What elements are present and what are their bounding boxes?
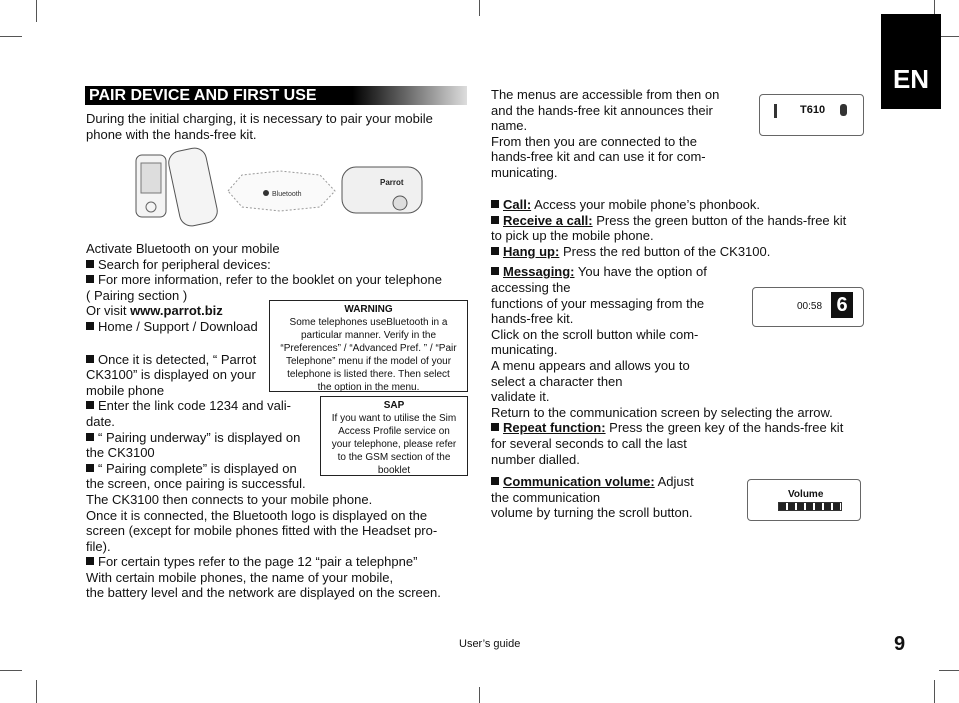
display-screen-messaging: 00:58 6: [752, 287, 864, 327]
crop-mark: [479, 687, 480, 703]
bullet-icon: [86, 260, 94, 268]
flip-phone-icon: [167, 146, 220, 228]
crop-mark: [36, 680, 37, 703]
crop-mark: [0, 36, 22, 37]
functions-text: Call: Access your mobile phone’s phonbook. Receive a call: Press the green button of the hands-free kit to pick up the mobile phone. Hang up: Press the red button of the CK3100. Messaging: You have the option of accessing the functions of your messaging from the hands-free kit. Click on the scroll button while com- municating. A menu appears and allows you to select a character then validate it. Return to the communication screen by selecting the arrow. Repeat function: Press the green key of the hands-free kit for several seconds to call the last number dialled. Communication volume: Adjust the communication volume by turning the scroll button.: [491, 197, 847, 521]
crop-mark: [939, 36, 959, 37]
bluetooth-icon: [840, 104, 847, 116]
sap-box: SAP If you want to utilise the Sim Access Profile service on your telephone, please refer to the GSM section of the booklet: [320, 396, 468, 476]
language-tab: EN: [881, 14, 941, 109]
volume-level-bar: [778, 502, 842, 511]
bullet-icon: [491, 423, 499, 431]
crop-mark: [934, 680, 935, 703]
bullet-icon: [491, 267, 499, 275]
page-number: 9: [894, 633, 906, 655]
bullet-icon: [86, 322, 94, 330]
bullet-icon: [86, 464, 94, 472]
ck3100-device-icon: [342, 167, 422, 213]
bullet-icon: [86, 401, 94, 409]
footer-guide: User’s guide: [459, 638, 521, 650]
pairing-illustration: [130, 145, 430, 237]
bullet-icon: [86, 433, 94, 441]
bullet-icon: [86, 355, 94, 363]
section-heading: PAIR DEVICE AND FIRST USE: [85, 86, 467, 105]
signal-icon: [774, 104, 777, 118]
crop-mark: [939, 670, 959, 671]
bullet-icon: [86, 557, 94, 565]
menus-text: The menus are accessible from then on and the hands-free kit announces their name. From then you are connected to the hands-free kit and can use it for com- municating.: [491, 87, 720, 180]
bullet-icon: [491, 200, 499, 208]
bluetooth-label: Bluetooth: [272, 191, 302, 198]
intro-text: During the initial charging, it is necessary to pair your mobile phone with the hands-free kit.: [86, 111, 433, 142]
display-screen-volume: Volume: [747, 479, 861, 521]
device-label: Parrot: [380, 178, 404, 187]
left-column-text: Activate Bluetooth on your mobile Search for peripheral devices: For more information, refer to the booklet on your telephone ( Pairing section ) Or visit www.parrot.biz Home / Support / Download Once it is detected, “ Parrot CK3100” is displayed on your mobile phone Enter the link code 1234 and vali- date. “ Pairing underway” is displayed on the CK3100 “ Pairing complete” is displayed on the screen, once pairing is successful. The CK3100 then connects to your mobile phone. Once it is connected, the Bluetooth logo is displayed on the screen (except for mobile phones fitted with the Headset pro- file). For certain types refer to the page 12 “pair a telephpne” With certain mobile phones, the name of your mobile, the battery level and the network are displayed on the screen.: [86, 241, 442, 601]
bullet-icon: [491, 247, 499, 255]
display-screen-phone-name: T610: [759, 94, 864, 136]
bullet-icon: [86, 275, 94, 283]
bullet-icon: [491, 216, 499, 224]
warning-box: WARNING Some telephones useBluetooth in a particular manner. Verify in the “Preferences” / “Advanced Pref. ” / “Pair Telephone” menu if the model of your telephone is listed there. Then select the option in the menu.: [269, 300, 468, 392]
crop-mark: [0, 670, 22, 671]
crop-mark: [479, 0, 480, 16]
message-count: 6: [831, 292, 853, 318]
bullet-icon: [491, 477, 499, 485]
crop-mark: [36, 0, 37, 22]
